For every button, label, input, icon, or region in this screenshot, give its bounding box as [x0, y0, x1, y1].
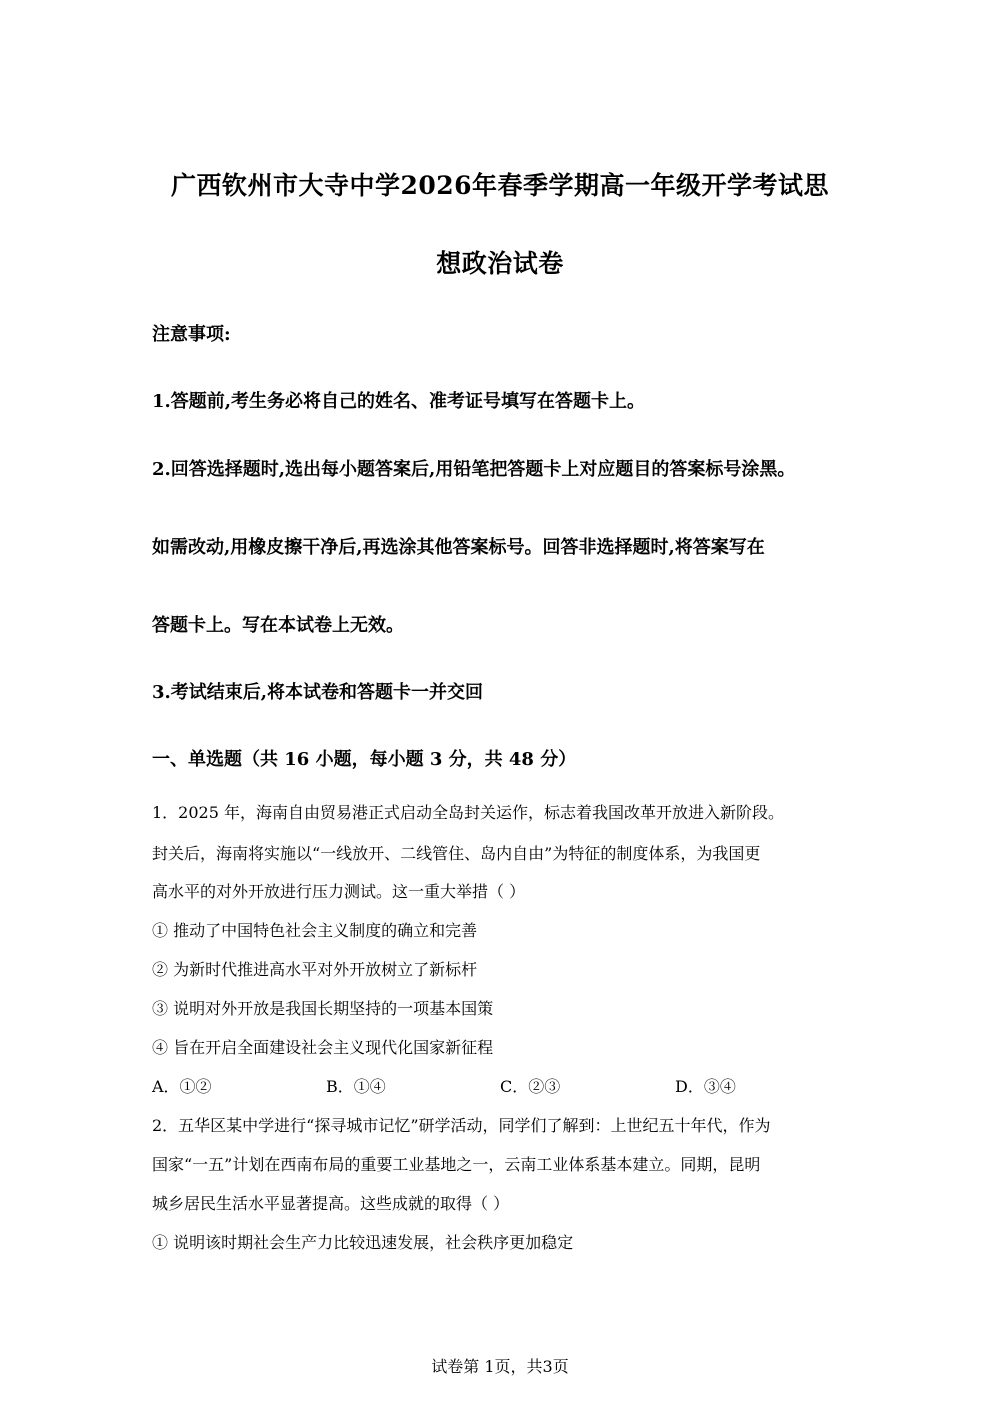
question-1-statement: ③ 说明对外开放是我国长期坚持的一项基本国策 — [152, 999, 494, 1018]
notice-line: 3.考试结束后,将本试卷和答题卡一并交回 — [152, 682, 484, 703]
notice-line: 1.答题前,考生务必将自己的姓名、准考证号填写在答题卡上。 — [152, 391, 646, 412]
question-1-option-a: A．①② — [152, 1077, 212, 1096]
question-1-option-c: C．②③ — [500, 1077, 561, 1096]
notice-heading: 注意事项: — [152, 324, 231, 345]
question-1-stem: 高水平的对外开放进行压力测试。这一重大举措（ ） — [152, 882, 526, 901]
exam-title-line-2: 想政治试卷 — [436, 249, 564, 278]
question-1-statement: ④ 旨在开启全面建设社会主义现代化国家新征程 — [152, 1038, 494, 1057]
section-heading: 一、单选题（共 16 小题，每小题 3 分，共 48 分） — [152, 749, 577, 770]
notice-line: 如需改动,用橡皮擦干净后,再选涂其他答案标号。回答非选择题时,将答案写在 — [152, 537, 765, 558]
question-2-stem: 2．五华区某中学进行“探寻城市记忆”研学活动，同学们了解到：上世纪五十年代，作为 — [152, 1116, 771, 1135]
question-1-statement: ② 为新时代推进高水平对外开放树立了新标杆 — [152, 960, 478, 979]
question-2-statement: ① 说明该时期社会生产力比较迅速发展，社会秩序更加稳定 — [152, 1233, 574, 1252]
notice-line: 2.回答选择题时,选出每小题答案后,用铅笔把答题卡上对应题目的答案标号涂黑。 — [152, 459, 796, 480]
page-footer: 试卷第 1页，共3页 — [431, 1357, 569, 1376]
question-1-option-b: B．①④ — [326, 1077, 386, 1096]
question-1-stem: 封关后，海南将实施以“一线放开、二线管住、岛内自由”为特征的制度体系，为我国更 — [152, 844, 761, 863]
question-1-option-d: D．③④ — [675, 1077, 736, 1096]
question-1-statement: ① 推动了中国特色社会主义制度的确立和完善 — [152, 921, 478, 940]
question-2-stem: 国家“一五”计划在西南布局的重要工业基地之一，云南工业体系基本建立。同期，昆明 — [152, 1155, 761, 1174]
question-2-stem: 城乡居民生活水平显著提高。这些成就的取得（ ） — [152, 1194, 510, 1213]
question-1-stem: 1．2025 年，海南自由贸易港正式启动全岛封关运作，标志着我国改革开放进入新阶段。 — [152, 803, 784, 822]
notice-line: 答题卡上。写在本试卷上无效。 — [152, 615, 404, 636]
exam-title-line-1: 广西钦州市大寺中学2026年春季学期高一年级开学考试思 — [170, 171, 830, 200]
